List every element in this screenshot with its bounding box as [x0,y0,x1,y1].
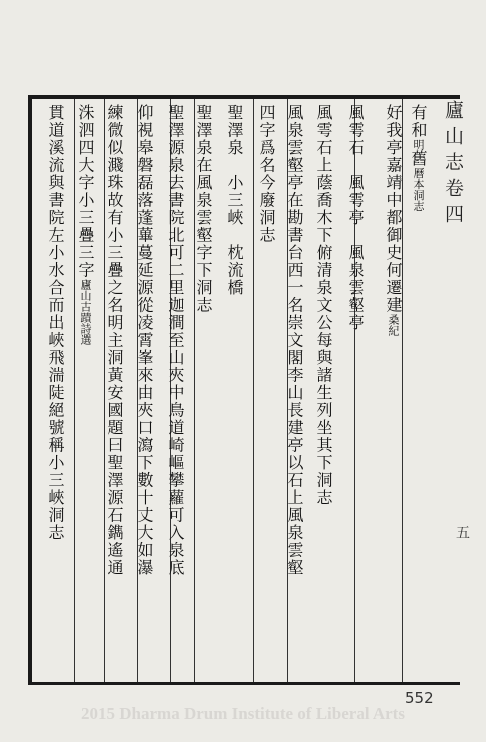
column-text: 好我亭嘉靖中都御史何遷建 [384,104,403,314]
column-text: 練微似濺珠故有小三疊之名明主洞黃安國題曰聖澤源石鐫遙通 [105,104,124,577]
text-column [383,104,403,336]
column-note: 廬山古蹟詩選 [79,279,92,345]
watermark: 2015 Dharma Drum Institute of Liberal Arts [81,704,405,723]
column-text: 風泉雲壑亭在勘書台西一名崇文閣李山長建亭以石上風泉雲壑 [285,104,304,577]
text-column [345,104,365,332]
column-text: 風雩石上蔭喬木下俯清泉文公每與諸生列坐其下洞志 [314,104,333,507]
column-note: 明 [412,139,425,150]
column-text: 仰視皋磐磊落蓬蓽蔓延源從凌霄峯來由夾口瀉下數十丈大如瀑 [135,104,154,577]
text-column [134,104,154,577]
column-text: 洙泗四大字小三疊三字 [76,104,95,279]
text-column [224,104,244,297]
column-text: 聖澤源泉去書院北可二里迦澗至山夾中鳥道崎嶇攀蘿可入泉底 [166,104,185,577]
text-column [165,104,185,577]
text-column [284,104,304,577]
column-rule [253,99,254,682]
column-note: 桑紀 [387,314,400,336]
book-title-text: 廬山志 [442,100,464,178]
text-column [256,104,276,244]
text-column [313,104,333,507]
book-title [440,100,467,230]
text-column [75,104,95,345]
column-text: 聖澤泉在風泉雲壑字下洞志 [194,104,213,314]
text-column [104,104,124,577]
text-column [45,104,65,542]
column-text: 貫道溪流與書院左小水合而出峽飛湍陡絕號稱小三峽洞志 [46,104,65,542]
text-column [193,104,213,314]
text-column [408,104,428,212]
column-note: 曆本洞志 [412,167,425,212]
column-text: 風雩石 風雩亭 風泉雲壑亭 [346,104,365,332]
column-text: 聖澤泉 小三峽 枕流橋 [225,104,244,297]
column-text: 有和 [409,104,428,139]
page-number: 552 [405,689,434,707]
column-text: 四字爲名今廢洞志 [257,104,276,244]
leaf-number: 五 [454,525,470,539]
volume-text: 卷四 [442,178,464,230]
column-text: 舊 [409,150,428,168]
